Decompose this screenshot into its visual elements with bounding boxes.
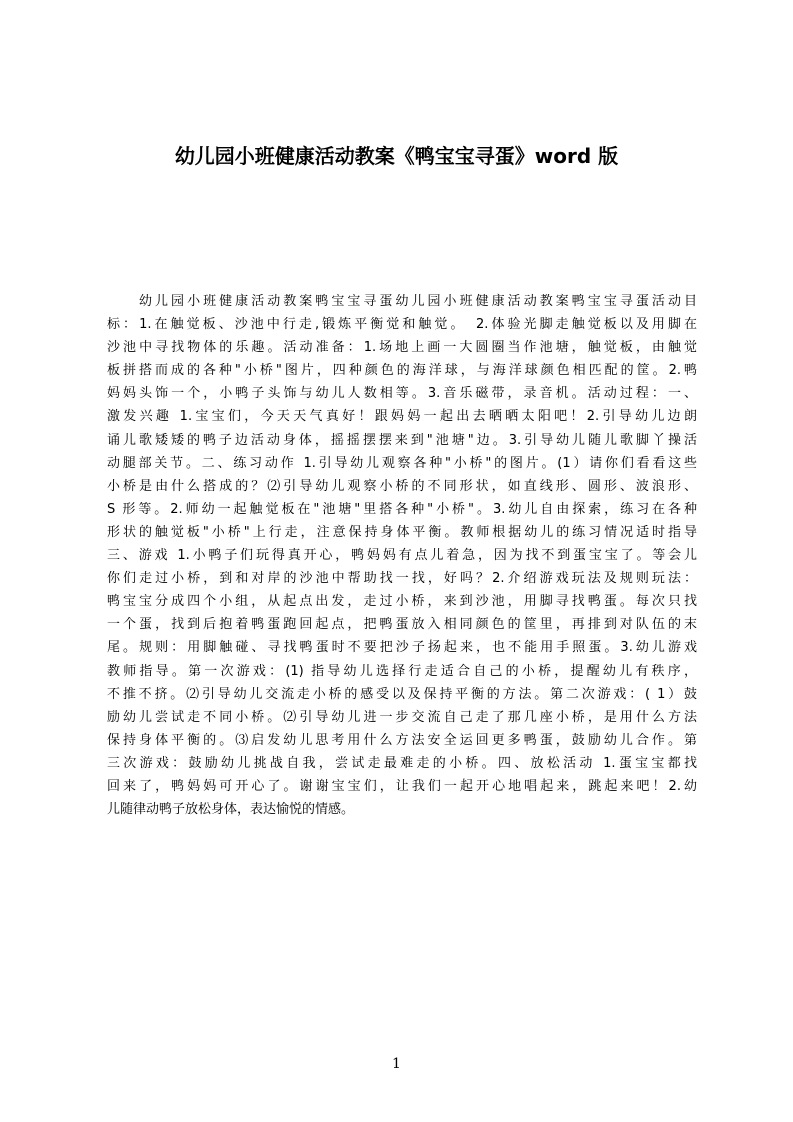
body-line: 妈妈头饰一个，小鸭子头饰与幼儿人数相等。3.音乐磁带，录音机。活动过程：一、 — [107, 386, 697, 402]
body-text — [107, 290, 697, 880]
body-line: 你们走过小桥，到和对岸的沙池中帮助找一找，好吗？2.介绍游戏玩法及规则玩法： — [107, 571, 697, 587]
body-line: 不推不挤。⑵引导幼儿交流走小桥的感受以及保持平衡的方法。第二次游戏：( 1）鼓 — [107, 686, 697, 702]
body-line: 形状的触觉板"小桥"上行走，注意保持身体平衡。教师根据幼儿的练习情况适时指导 — [107, 524, 697, 540]
body-line: 动腿部关节。二、练习动作 1.引导幼儿观察各种"小桥"的图片。(1）请你们看看这些 — [107, 455, 697, 471]
body-line: 标：1.在触觉板、沙池中行走,锻炼平衡觉和触觉。 2.体验光脚走触觉板以及用脚在 — [107, 317, 697, 333]
body-line: 诵儿歌矮矮的鸭子边活动身体，摇摇摆摆来到"池塘"边。3.引导幼儿随儿歌脚丫操活 — [107, 432, 697, 448]
body-line: 尾。规则：用脚触碰、寻找鸭蛋时不要把沙子扬起来，也不能用手照蛋。3.幼儿游戏 — [107, 640, 697, 656]
body-line: 沙池中寻找物体的乐趣。活动准备：1.场地上画一大圆圈当作池塘，触觉板，由触觉 — [107, 340, 697, 356]
body-line: 幼儿园小班健康活动教案鸭宝宝寻蛋幼儿园小班健康活动教案鸭宝宝寻蛋活动目 — [139, 294, 697, 309]
body-line: 保持身体平衡的。⑶启发幼儿思考用什么方法安全运回更多鸭蛋，鼓励幼儿合作。第 — [107, 732, 697, 748]
body-line: 励幼儿尝试走不同小桥。⑵引导幼儿进一步交流自己走了那几座小桥，是用什么方法 — [107, 709, 697, 725]
page-number: 1 — [392, 1056, 401, 1072]
body-line: 三次游戏：鼓励幼儿挑战自我，尝试走最难走的小桥。四、放松活动 1.蛋宝宝都找 — [107, 755, 697, 771]
body-line: 鸭宝宝分成四个小组，从起点出发，走过小桥，来到沙池，用脚寻找鸭蛋。每次只找 — [107, 594, 697, 610]
body-line: 一个蛋，找到后抱着鸭蛋跑回起点，把鸭蛋放入相同颜色的筐里，再排到对队伍的末 — [107, 617, 697, 633]
body-line: S 形等。2.师幼一起触觉板在"池塘"里搭各种"小桥"。3.幼儿自由探索，练习在各种 — [107, 501, 697, 517]
body-line: 小桥是由什么搭成的？⑵引导幼儿观察小桥的不同形状，如直线形、圆形、波浪形、 — [107, 478, 697, 494]
body-line: 激发兴趣 1.宝宝们，今天天气真好！跟妈妈一起出去晒晒太阳吧！2.引导幼儿边朗 — [107, 409, 697, 425]
body-line: 板拼搭而成的各种"小桥"图片，四种颜色的海洋球，与海洋球颜色相匹配的筐。2.鸭 — [107, 363, 697, 379]
body-line: 回来了，鸭妈妈可开心了。谢谢宝宝们，让我们一起开心地唱起来，跳起来吧！2.幼 — [107, 778, 697, 794]
page-title: 幼儿园小班健康活动教案《鸭宝宝寻蛋》word 版 — [174, 144, 619, 168]
body-line: 儿随律动鸭子放松身体，表达愉悦的情感。 — [107, 802, 355, 818]
body-line: 三、游戏 1.小鸭子们玩得真开心，鸭妈妈有点儿着急，因为找不到蛋宝宝了。等会儿 — [107, 548, 697, 564]
body-line: 教师指导。第一次游戏：(1) 指导幼儿选择行走适合自己的小桥，提醒幼儿有秩序， — [107, 663, 697, 679]
